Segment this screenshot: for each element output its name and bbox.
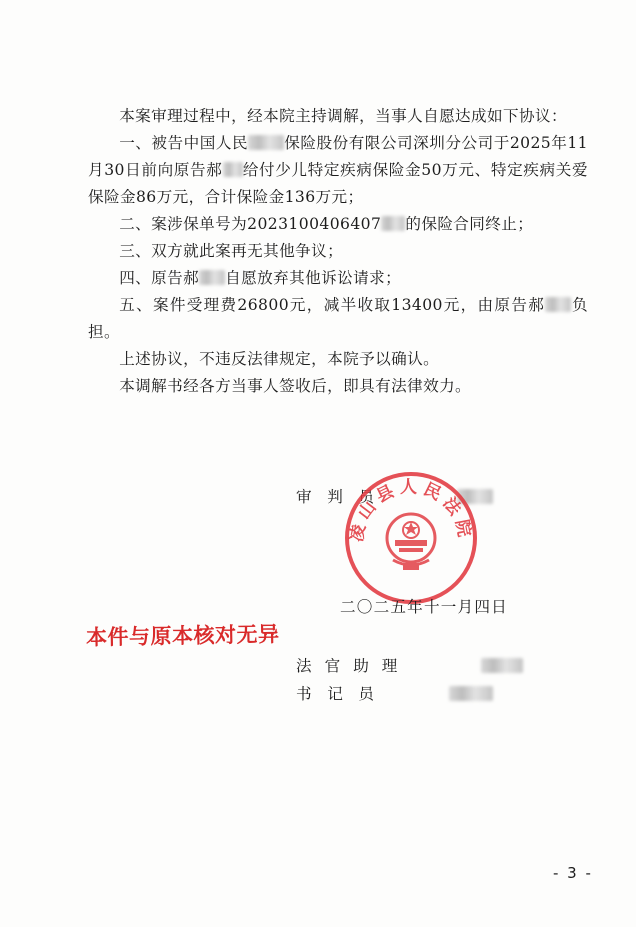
- confirm-paragraph: 上述协议，不违反法律规定，本院予以确认。: [119, 350, 440, 368]
- item-5: 五、案件受理费26800元，减半收取13400元，由原告郝 负担。: [88, 296, 588, 341]
- item-4: 四、原告郝 自愿放弃其他诉讼请求；: [119, 269, 402, 287]
- agreement-body: [88, 103, 588, 400]
- redacted-assistant-name: [481, 658, 523, 673]
- court-seal-icon: [343, 470, 479, 606]
- redacted-name: [545, 297, 571, 312]
- redacted-clerk-name: [449, 686, 493, 701]
- intro-paragraph: 本案审理过程中，经本院主持调解，当事人自愿达成如下协议：: [119, 107, 568, 125]
- assistant-row: [296, 654, 523, 676]
- certified-copy-stamp: 本件与原本核对无异: [85, 622, 280, 650]
- redacted-number: [381, 216, 405, 231]
- item-3: 三、双方就此案再无其他争议；: [119, 242, 344, 260]
- clerk-row: [296, 682, 493, 704]
- assistant-label: 法官助理: [296, 657, 411, 675]
- clerk-label: 书 记 员: [296, 685, 374, 703]
- redacted-name: [199, 270, 225, 285]
- signing-date: 二〇二五年十一月四日: [340, 598, 508, 616]
- item-1: 一、被告中国人民 保险股份有限公司深圳分公司于2025年11月30日前向原告郝 给付少儿特定疾病保险金50万元、特定疾病关爱保险金86万元，合计保险金136万元；: [88, 134, 588, 206]
- page-number: - 3 -: [553, 864, 593, 882]
- svg-text:凌山县人民法院: 凌山县人民法院: [347, 477, 475, 544]
- item-2: 二、案涉保单号为2023100406407 的保险合同终止；: [119, 215, 534, 233]
- effect-paragraph: 本调解书经各方当事人签收后，即具有法律效力。: [119, 377, 472, 395]
- redacted-name: [223, 162, 243, 177]
- judge-label: 审 判 员: [296, 488, 374, 506]
- redacted-name: [248, 135, 284, 150]
